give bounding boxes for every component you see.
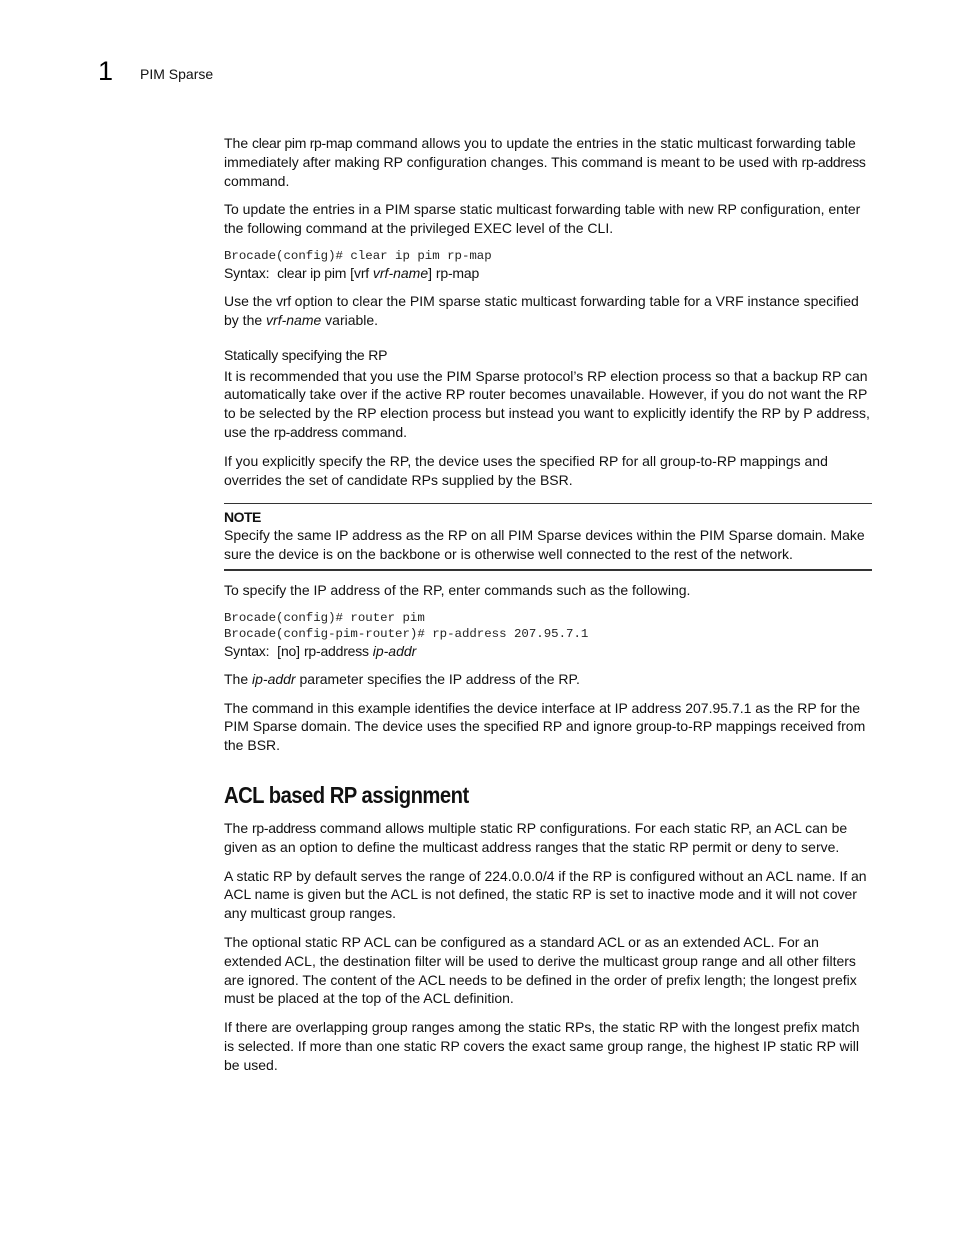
command-keyword: clear pim rp-map	[252, 135, 353, 151]
paragraph-clear-rp-map	[224, 134, 872, 190]
paragraph-overlapping-ranges: If there are overlapping group ranges among the static RPs, the static RP with the longest prefix match is selected. If more than one static RP covers the exact same group range, the highest IP static RP will be used.	[224, 1019, 860, 1073]
command-keyword: vrf	[354, 264, 369, 281]
syntax-clear-rp-map	[224, 264, 872, 282]
syntax-label: Syntax:	[224, 264, 270, 281]
text: command.	[337, 423, 407, 440]
command-keyword: rp-address	[273, 423, 338, 440]
syntax-rp-address	[224, 642, 872, 660]
bracket: [	[350, 264, 355, 281]
code-example-clear: Brocade(config)# clear ip pim rp-map	[224, 248, 492, 263]
paragraph-example-explained: The command in this example identifies the device interface at IP address 207.95.7.1 as the RP for the PIM Sparse domain. The device uses the specified RP and ignore group-to-RP mappings received from the BSR.	[224, 699, 866, 754]
paragraph-default-range: A static RP by default serves the range of 224.0.0.0/4 if the RP is configured without an ACL name. If an ACL name is given but the ACL is not defined, the static RP is set to inactive mode and it will not cover any multicast group ranges.	[224, 867, 867, 922]
text: command allows multiple static RP configurations. For each static RP, an ACL can be given as an option to define the multicast address ranges that the static RP permit or deny to serve.	[224, 819, 848, 855]
note-label: NOTE	[224, 509, 261, 526]
main-content	[224, 134, 872, 1085]
command-keyword: no	[280, 642, 297, 659]
paragraph-explicit-rp: If you explicitly specify the RP, the device uses the specified RP for all group-to-RP mappings and overrides the set of candidate RPs supplied by the BSR.	[224, 452, 828, 488]
section-heading: ACL based RP assignment	[224, 781, 469, 808]
text: The	[224, 819, 253, 836]
chapter-number: 1	[98, 56, 114, 86]
subsection-heading: Statically specifying the RP	[224, 346, 388, 363]
command-keyword: rp-address	[252, 819, 316, 836]
text: It is recommended that you use the PIM Sparse protocol’s RP election process so that a backup RP can automatically take over if the active RP router becomes unavailable. However, if you do not want the RP to be selected by the RP election process but instead you want to explicitly identify the RP by P address, use the	[224, 367, 870, 440]
paragraph-multiple-static-rp	[224, 819, 872, 857]
text: command.	[224, 172, 290, 189]
paragraph-update-entries: To update the entries in a PIM sparse static multicast forwarding table with new RP configuration, enter the following command at the privileged EXEC level of the CLI.	[224, 201, 861, 237]
chapter-title: PIM Sparse	[140, 66, 214, 82]
paragraph-vrf-option	[224, 292, 872, 330]
command-keyword: rp-address	[801, 153, 866, 170]
command-keyword: clear ip pim	[277, 264, 347, 281]
paragraph-optional-acl: The optional static RP ACL can be configured as a standard ACL or as an extended ACL. For an extended ACL, the destination filter will be used to derive the multicast group range and all other filters are ignored. The content of the ACL needs to be defined in the order of prefix length; the longest prefix must be placed at the top of the ACL definition.	[224, 933, 857, 1007]
bracket: ]	[428, 264, 433, 281]
text: command allows you to update the entries in the static multicast forwarding table immediately after making RP configuration changes. This command is meant to be used with	[224, 135, 856, 170]
syntax-label: Syntax:	[224, 642, 270, 659]
command-keyword: rp-map	[435, 264, 480, 281]
variable: ip-addr	[252, 670, 296, 687]
command-keyword: rp-address	[303, 642, 369, 659]
variable: vrf-name	[372, 264, 429, 281]
text: The	[224, 670, 253, 687]
variable: ip-addr	[372, 642, 417, 659]
bracket: [	[277, 642, 281, 659]
code-line: Brocade(config)# router pim	[224, 610, 425, 625]
text: variable.	[321, 311, 379, 328]
paragraph-ip-addr-param	[224, 670, 872, 689]
code-example-rp-address	[224, 610, 872, 642]
text: parameter specifies the IP address of the RP.	[295, 670, 580, 687]
text: option to clear the PIM sparse static multicast forwarding table for a VRF instance specified by the	[224, 292, 859, 328]
note-box	[224, 503, 872, 571]
paragraph-recommendation	[224, 367, 872, 442]
paragraph-specify-ip: To specify the IP address of the RP, enter commands such as the following.	[224, 581, 691, 598]
note-text: Specify the same IP address as the RP on all PIM Sparse devices within the PIM Sparse domain. Make sure the device is on the backbone or is otherwise well connected to the rest of the network.	[224, 527, 865, 563]
command-keyword: vrf	[276, 292, 291, 309]
code-line: Brocade(config-pim-router)# rp-address 207.95.7.1	[224, 626, 589, 641]
variable: vrf-name	[266, 311, 322, 328]
text: Use the	[224, 292, 277, 309]
text: The	[224, 135, 253, 151]
bracket: ]	[296, 642, 301, 659]
